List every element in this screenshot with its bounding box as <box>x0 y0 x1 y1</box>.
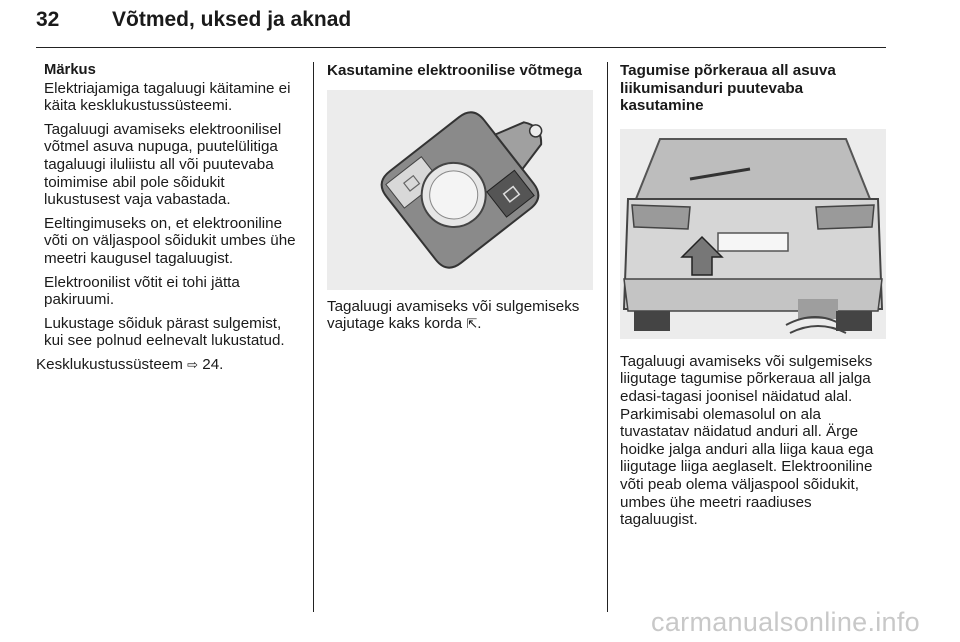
section-heading: Kasutamine elektroonilise võtmega <box>327 62 582 79</box>
chapter-title: Võtmed, uksed ja aknad <box>112 8 352 31</box>
section-heading: Tagumise põrkeraua all asuva liikumisanduri puutevaba kasutamine <box>620 62 836 115</box>
note-title: Märkus <box>44 62 96 78</box>
page-number: 32 <box>36 8 60 31</box>
car-rear-illustration <box>620 129 886 339</box>
cross-reference-text: Kesklukustussüsteem <box>36 355 183 373</box>
header-divider <box>36 47 886 48</box>
cross-reference-page: 24. <box>202 355 224 373</box>
instruction-end: . <box>477 315 482 333</box>
arrow-right-icon: ⇨ <box>187 357 199 373</box>
watermark: carmanualsonline.info <box>651 607 920 637</box>
note-box <box>36 62 302 350</box>
note-line: Elektriajamiga tagaluugi käitamine ei käita kesklukustussüsteemi. <box>44 79 291 115</box>
page-header <box>36 8 886 42</box>
column-kick-sensor <box>620 62 888 535</box>
column-key-usage <box>327 62 599 340</box>
tailgate-icon: ⇱ <box>466 317 478 333</box>
paragraph: Elektroonilist võtit ei tohi jätta pakiruumi. <box>44 273 240 309</box>
instruction-text-main: Tagaluugi avamiseks või sulgemiseks vajutage kaks korda <box>327 297 580 333</box>
note-line: Eeltingimuseks on, et elektrooniline võti on väljaspool sõidukit umbes ühe meetri kaugusel tagaluugist. <box>44 214 296 267</box>
column-divider <box>607 62 608 612</box>
column-divider <box>313 62 314 612</box>
column-note <box>36 62 302 381</box>
instruction-text <box>327 298 599 334</box>
cross-reference[interactable] <box>36 356 302 375</box>
body-text: Tagaluugi avamiseks või sulgemiseks liigutage tagumise põrkeraua all jalga edasi-tagasi joonisel näidatud alal. Parkimisabi olemasolul on ala tuvastatav näidatud anduri all. Ärge hoidke jalga anduri alla liiga kaua ega liigutage liiga aeglaselt. Elektrooniline võti peab olema väljaspool sõidukit, umbes ühe meetri raadiuses tagaluugist. <box>620 352 874 529</box>
note-line: Tagaluugi avamiseks elektroonilisel võtmel asuva nupuga, puutelülitiga tagaluugi iluliistu all või puutevaba toimimise abil pole sõidukit lukustusest vaja vabastada. <box>44 120 282 209</box>
key-fob-illustration <box>327 90 593 290</box>
paragraph: Lukustage sõiduk pärast sulgemist, kui see polnud eelnevalt lukustatud. <box>44 314 285 350</box>
